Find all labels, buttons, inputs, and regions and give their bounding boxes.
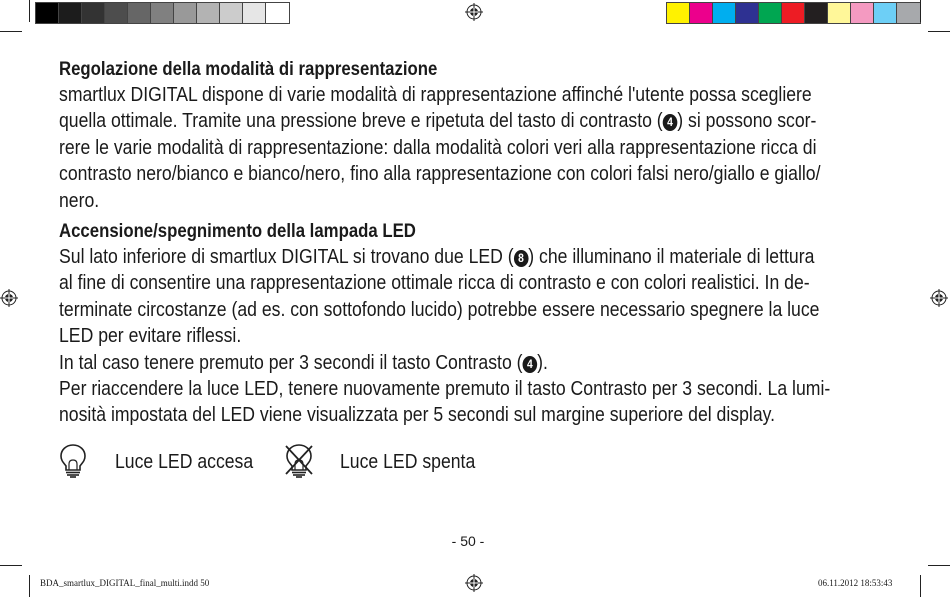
crop-mark: [928, 565, 950, 566]
page-number: - 50 -: [451, 533, 485, 549]
crop-mark: [0, 31, 22, 32]
gray-swatch: [105, 3, 128, 23]
paragraph-line: terminate circostanze (ad es. con sottofondo lucido) potrebbe essere necessario spegnere la luce: [59, 297, 820, 321]
gray-swatch: [82, 3, 105, 23]
registration-mark-icon: [465, 3, 483, 21]
gray-swatch: [266, 3, 289, 23]
crop-mark: [0, 565, 22, 566]
color-swatch: [851, 3, 874, 23]
color-swatch: [828, 3, 851, 23]
color-swatch: [690, 3, 713, 23]
section-heading-led-lamp: Accensione/spegnimento della lampada LED: [59, 220, 416, 243]
gray-swatch: [197, 3, 220, 23]
color-swatch: [736, 3, 759, 23]
paragraph-line: rere le varie modalità di rappresentazione: dalla modalità colori veri alla rappresentazione ricca di: [59, 135, 817, 159]
crop-mark: [920, 0, 921, 22]
led-legend: [59, 443, 559, 479]
paragraph-line: [59, 108, 817, 134]
color-swatch: [897, 3, 920, 23]
crop-mark: [29, 575, 30, 597]
led-off-label: Luce LED spenta: [340, 450, 476, 473]
color-swatch: [667, 3, 690, 23]
text-span: quella ottimale. Tramite una pressione breve e ripetuta del tasto di contrasto (: [59, 109, 663, 133]
paragraph-line: al fine di consentire una rappresentazione ottimale ricca di contrasto e con colori realistici. In de-: [59, 271, 810, 295]
manual-page-content: [59, 56, 879, 429]
slug-file-name: BDA_smartlux_DIGITAL_final_multi.indd 50: [40, 578, 210, 588]
text-span: In tal caso tenere premuto per 3 secondi il tasto Contrasto (: [59, 350, 523, 374]
text-span: ) si possono scor-: [677, 109, 817, 133]
paragraph-line: [59, 244, 815, 270]
paragraph-line: nosità impostata del LED viene visualizzata per 5 secondi sul margine superiore del display.: [59, 403, 776, 427]
color-calibration-bar: [666, 2, 921, 24]
paragraph-line: [59, 350, 764, 376]
crop-mark: [928, 31, 950, 32]
paragraph-line: nero.: [59, 188, 100, 212]
crop-mark: [920, 575, 921, 597]
lightbulb-off-icon: [285, 443, 313, 479]
color-swatch: [759, 3, 782, 23]
key-4-badge-icon: 4: [663, 114, 678, 131]
section-heading-display-mode: Regolazione della modalità di rappresentazione: [59, 58, 438, 80]
gray-swatch: [243, 3, 266, 23]
color-swatch: [805, 3, 828, 23]
registration-mark-icon: [0, 289, 18, 307]
lightbulb-icon: [59, 443, 87, 479]
text-span: ) che illuminano il materiale di lettura: [528, 245, 815, 269]
paragraph-line: Per riaccendere la luce LED, tenere nuovamente premuto il tasto Contrasto per 3 secondi. La lumi-: [59, 377, 831, 401]
text-span: Sul lato inferiore di smartlux DIGITAL si trovano due LED (: [59, 245, 514, 269]
gray-swatch: [174, 3, 197, 23]
gray-swatch: [59, 3, 82, 23]
gray-swatch: [220, 3, 243, 23]
color-swatch: [874, 3, 897, 23]
crop-mark: [29, 0, 30, 22]
gray-swatch: [128, 3, 151, 23]
paragraph-line: LED per evitare riflessi.: [59, 324, 242, 348]
color-swatch: [782, 3, 805, 23]
text-span: ).: [537, 350, 548, 374]
gray-swatch: [36, 3, 59, 23]
gray-swatch: [151, 3, 174, 23]
paragraph-line: contrasto nero/bianco e bianco/nero, fino alla rappresentazione con colori falsi nero/giallo e giallo/: [59, 162, 821, 186]
paragraph-line: smartlux DIGITAL dispone di varie modalità di rappresentazione affinché l'utente possa scegliere: [59, 83, 812, 106]
color-swatch: [713, 3, 736, 23]
registration-mark-icon: [465, 574, 483, 592]
slug-timestamp: 06.11.2012 18:53:43: [818, 578, 893, 588]
registration-mark-icon: [930, 289, 948, 307]
gray-calibration-bar: [35, 2, 290, 24]
led-on-label: Luce LED accesa: [115, 450, 254, 473]
key-4-badge-icon: 4: [523, 356, 538, 373]
key-8-badge-icon: 8: [514, 250, 529, 267]
